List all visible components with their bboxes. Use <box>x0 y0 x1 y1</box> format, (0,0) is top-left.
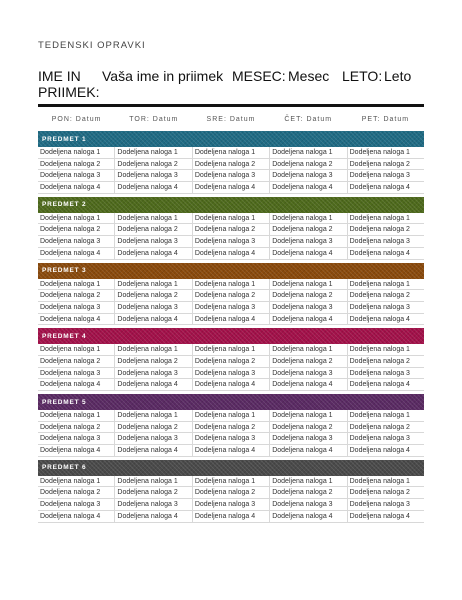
task-cell[interactable]: Dodeljena naloga 2 <box>114 356 191 367</box>
task-cell[interactable]: Dodeljena naloga 1 <box>40 412 101 419</box>
task-cell[interactable]: Dodeljena naloga 1 <box>269 410 346 421</box>
task-cell[interactable]: Dodeljena naloga 4 <box>192 511 269 522</box>
table-row <box>38 410 424 422</box>
task-cell[interactable]: Dodeljena naloga 4 <box>192 248 269 259</box>
task-cell[interactable]: Dodeljena naloga 2 <box>269 356 346 367</box>
task-cell[interactable]: Dodeljena naloga 3 <box>114 236 191 247</box>
table-row <box>38 344 424 356</box>
task-cell[interactable]: Dodeljena naloga 3 <box>347 433 424 444</box>
table-row <box>38 433 424 445</box>
task-cell[interactable]: Dodeljena naloga 1 <box>40 280 101 288</box>
task-cell[interactable]: Dodeljena naloga 2 <box>269 422 346 433</box>
task-cell[interactable]: Dodeljena naloga 1 <box>347 279 424 290</box>
subject-section-5 <box>38 394 424 457</box>
task-cell[interactable]: Dodeljena naloga 3 <box>347 499 424 510</box>
table-row <box>38 302 424 314</box>
task-cell[interactable]: Dodeljena naloga 4 <box>40 184 101 192</box>
task-cell[interactable]: Dodeljena naloga 2 <box>192 224 269 235</box>
task-cell[interactable]: Dodeljena naloga 4 <box>192 182 269 193</box>
task-cell[interactable]: Dodeljena naloga 2 <box>40 423 101 431</box>
header-row <box>38 68 424 104</box>
task-cell[interactable]: Dodeljena naloga 1 <box>269 213 346 224</box>
name-label: IME IN PRIIMEK: <box>38 68 100 100</box>
task-cell[interactable]: Dodeljena naloga 4 <box>114 248 191 259</box>
table-row <box>38 445 424 457</box>
task-cell[interactable]: Dodeljena naloga 1 <box>40 477 101 485</box>
day-header-row <box>38 107 424 131</box>
task-cell[interactable]: Dodeljena naloga 4 <box>347 511 424 522</box>
task-cell[interactable]: Dodeljena naloga 2 <box>347 487 424 498</box>
table-row <box>38 279 424 291</box>
task-cell[interactable]: Dodeljena naloga 1 <box>114 279 191 290</box>
subject-header-1: PREDMET 1 <box>38 131 424 147</box>
day-header-4: ČET: Datum <box>284 115 333 123</box>
task-cell[interactable]: Dodeljena naloga 3 <box>40 238 101 246</box>
task-cell[interactable]: Dodeljena naloga 4 <box>40 249 101 257</box>
task-cell[interactable]: Dodeljena naloga 1 <box>347 476 424 487</box>
task-cell[interactable]: Dodeljena naloga 2 <box>114 487 191 498</box>
task-cell[interactable]: Dodeljena naloga 1 <box>347 147 424 158</box>
task-cell[interactable]: Dodeljena naloga 3 <box>269 433 346 444</box>
table-row <box>38 170 424 182</box>
day-header-2: TOR: Datum <box>129 115 179 123</box>
task-cell[interactable]: Dodeljena naloga 4 <box>192 314 269 325</box>
day-header-3: SRE: Datum <box>206 115 256 123</box>
task-cell[interactable]: Dodeljena naloga 4 <box>347 379 424 390</box>
task-cell[interactable]: Dodeljena naloga 2 <box>40 160 101 168</box>
task-cell[interactable]: Dodeljena naloga 3 <box>40 501 101 509</box>
task-cell[interactable]: Dodeljena naloga 1 <box>192 476 269 487</box>
task-cell[interactable]: Dodeljena naloga 3 <box>114 368 191 379</box>
task-cell[interactable]: Dodeljena naloga 3 <box>114 433 191 444</box>
task-cell[interactable]: Dodeljena naloga 3 <box>269 170 346 181</box>
task-cell[interactable]: Dodeljena naloga 4 <box>114 182 191 193</box>
year-label: LETO: <box>342 68 383 84</box>
year-value[interactable]: Leto <box>384 68 412 84</box>
task-cell[interactable]: Dodeljena naloga 4 <box>114 314 191 325</box>
task-cell[interactable]: Dodeljena naloga 2 <box>347 356 424 367</box>
task-cell[interactable]: Dodeljena naloga 2 <box>192 487 269 498</box>
task-cell[interactable]: Dodeljena naloga 2 <box>269 224 346 235</box>
task-cell[interactable]: Dodeljena naloga 2 <box>40 292 101 300</box>
subject-section-3 <box>38 263 424 326</box>
table-row <box>38 224 424 236</box>
task-cell[interactable]: Dodeljena naloga 3 <box>269 368 346 379</box>
task-cell[interactable]: Dodeljena naloga 1 <box>192 213 269 224</box>
task-cell[interactable]: Dodeljena naloga 3 <box>40 435 101 443</box>
name-value[interactable]: Vaša ime in priimek <box>102 68 224 84</box>
subject-section-6 <box>38 460 424 523</box>
month-label: MESEC: <box>232 68 286 84</box>
task-cell[interactable]: Dodeljena naloga 2 <box>269 159 346 170</box>
task-cell[interactable]: Dodeljena naloga 1 <box>114 410 191 421</box>
task-cell[interactable]: Dodeljena naloga 3 <box>192 236 269 247</box>
task-cell[interactable]: Dodeljena naloga 2 <box>347 290 424 301</box>
task-cell[interactable]: Dodeljena naloga 4 <box>269 182 346 193</box>
task-cell[interactable]: Dodeljena naloga 3 <box>192 499 269 510</box>
subject-header-6: PREDMET 6 <box>38 460 424 476</box>
task-cell[interactable]: Dodeljena naloga 3 <box>347 302 424 313</box>
table-row <box>38 248 424 260</box>
task-cell[interactable]: Dodeljena naloga 4 <box>269 445 346 456</box>
task-cell[interactable]: Dodeljena naloga 1 <box>40 346 101 354</box>
table-row <box>38 368 424 380</box>
task-cell[interactable]: Dodeljena naloga 3 <box>114 170 191 181</box>
task-cell[interactable]: Dodeljena naloga 2 <box>347 224 424 235</box>
task-cell[interactable]: Dodeljena naloga 4 <box>269 511 346 522</box>
task-cell[interactable]: Dodeljena naloga 4 <box>192 445 269 456</box>
subject-section-1 <box>38 131 424 194</box>
task-cell[interactable]: Dodeljena naloga 2 <box>192 159 269 170</box>
task-cell[interactable]: Dodeljena naloga 4 <box>269 379 346 390</box>
task-cell[interactable]: Dodeljena naloga 1 <box>192 147 269 158</box>
task-cell[interactable]: Dodeljena naloga 4 <box>347 248 424 259</box>
task-cell[interactable]: Dodeljena naloga 2 <box>192 356 269 367</box>
table-row <box>38 422 424 434</box>
table-row <box>38 511 424 523</box>
task-cell[interactable]: Dodeljena naloga 3 <box>192 302 269 313</box>
task-cell[interactable]: Dodeljena naloga 4 <box>347 314 424 325</box>
table-row <box>38 314 424 326</box>
task-cell[interactable]: Dodeljena naloga 3 <box>347 236 424 247</box>
day-header-5: PET: Datum <box>361 115 410 123</box>
subject-sections <box>38 131 424 523</box>
task-cell[interactable]: Dodeljena naloga 3 <box>114 499 191 510</box>
document-title: TEDENSKI OPRAVKI <box>38 40 146 51</box>
task-cell[interactable]: Dodeljena naloga 3 <box>192 368 269 379</box>
task-cell[interactable]: Dodeljena naloga 4 <box>269 314 346 325</box>
table-row <box>38 147 424 159</box>
table-row <box>38 476 424 488</box>
task-cell[interactable]: Dodeljena naloga 1 <box>40 149 101 156</box>
task-cell[interactable]: Dodeljena naloga 4 <box>114 379 191 390</box>
day-header-1: PON: Datum <box>51 115 102 123</box>
task-cell[interactable]: Dodeljena naloga 2 <box>40 489 101 497</box>
task-cell[interactable]: Dodeljena naloga 1 <box>40 214 101 222</box>
table-row <box>38 379 424 391</box>
task-cell[interactable]: Dodeljena naloga 4 <box>269 248 346 259</box>
table-row <box>38 236 424 248</box>
task-cell[interactable]: Dodeljena naloga 1 <box>114 344 191 355</box>
task-cell[interactable]: Dodeljena naloga 4 <box>40 512 101 520</box>
table-row <box>38 213 424 225</box>
schedule-table <box>38 107 424 526</box>
subject-header-4: PREDMET 4 <box>38 328 424 344</box>
task-cell[interactable]: Dodeljena naloga 3 <box>192 433 269 444</box>
subject-section-2 <box>38 197 424 260</box>
task-cell[interactable]: Dodeljena naloga 4 <box>114 511 191 522</box>
task-cell[interactable]: Dodeljena naloga 2 <box>114 422 191 433</box>
table-row <box>38 356 424 368</box>
task-cell[interactable]: Dodeljena naloga 1 <box>192 410 269 421</box>
subject-header-3: PREDMET 3 <box>38 263 424 279</box>
task-cell[interactable]: Dodeljena naloga 2 <box>192 422 269 433</box>
task-cell[interactable]: Dodeljena naloga 1 <box>192 279 269 290</box>
table-row <box>38 499 424 511</box>
task-cell[interactable]: Dodeljena naloga 2 <box>347 422 424 433</box>
task-cell[interactable]: Dodeljena naloga 3 <box>40 172 101 180</box>
task-cell[interactable]: Dodeljena naloga 3 <box>347 368 424 379</box>
task-cell[interactable]: Dodeljena naloga 2 <box>114 224 191 235</box>
task-cell[interactable]: Dodeljena naloga 1 <box>347 344 424 355</box>
task-cell[interactable]: Dodeljena naloga 4 <box>114 445 191 456</box>
table-row <box>38 182 424 194</box>
task-cell[interactable]: Dodeljena naloga 3 <box>40 303 101 311</box>
subject-header-5: PREDMET 5 <box>38 394 424 410</box>
task-cell[interactable]: Dodeljena naloga 1 <box>114 213 191 224</box>
task-cell[interactable]: Dodeljena naloga 3 <box>114 302 191 313</box>
task-cell[interactable]: Dodeljena naloga 2 <box>40 226 101 234</box>
task-cell[interactable]: Dodeljena naloga 1 <box>269 344 346 355</box>
task-cell[interactable]: Dodeljena naloga 1 <box>347 410 424 421</box>
task-cell[interactable]: Dodeljena naloga 1 <box>347 213 424 224</box>
subject-header-2: PREDMET 2 <box>38 197 424 213</box>
task-cell[interactable]: Dodeljena naloga 1 <box>114 147 191 158</box>
task-cell[interactable]: Dodeljena naloga 2 <box>269 290 346 301</box>
task-cell[interactable]: Dodeljena naloga 1 <box>269 476 346 487</box>
task-cell[interactable]: Dodeljena naloga 2 <box>192 290 269 301</box>
table-row <box>38 487 424 499</box>
task-cell[interactable]: Dodeljena naloga 4 <box>40 315 101 323</box>
task-cell[interactable]: Dodeljena naloga 1 <box>269 147 346 158</box>
task-cell[interactable]: Dodeljena naloga 2 <box>40 357 101 365</box>
task-cell[interactable]: Dodeljena naloga 3 <box>192 170 269 181</box>
task-cell[interactable]: Dodeljena naloga 3 <box>347 170 424 181</box>
task-cell[interactable]: Dodeljena naloga 4 <box>192 379 269 390</box>
subject-section-4 <box>38 328 424 391</box>
table-row <box>38 159 424 171</box>
task-cell[interactable]: Dodeljena naloga 3 <box>269 236 346 247</box>
task-cell[interactable]: Dodeljena naloga 2 <box>114 159 191 170</box>
task-cell[interactable]: Dodeljena naloga 3 <box>269 499 346 510</box>
task-cell[interactable]: Dodeljena naloga 4 <box>40 447 101 455</box>
task-cell[interactable]: Dodeljena naloga 4 <box>40 381 101 389</box>
month-value[interactable]: Mesec <box>288 68 330 84</box>
task-cell[interactable]: Dodeljena naloga 1 <box>269 279 346 290</box>
task-cell[interactable]: Dodeljena naloga 2 <box>269 487 346 498</box>
task-cell[interactable]: Dodeljena naloga 1 <box>192 344 269 355</box>
table-row <box>38 290 424 302</box>
task-cell[interactable]: Dodeljena naloga 2 <box>114 290 191 301</box>
task-cell[interactable]: Dodeljena naloga 3 <box>40 369 101 377</box>
task-cell[interactable]: Dodeljena naloga 4 <box>347 182 424 193</box>
task-cell[interactable]: Dodeljena naloga 1 <box>114 476 191 487</box>
task-cell[interactable]: Dodeljena naloga 4 <box>347 445 424 456</box>
task-cell[interactable]: Dodeljena naloga 3 <box>269 302 346 313</box>
task-cell[interactable]: Dodeljena naloga 2 <box>347 159 424 170</box>
